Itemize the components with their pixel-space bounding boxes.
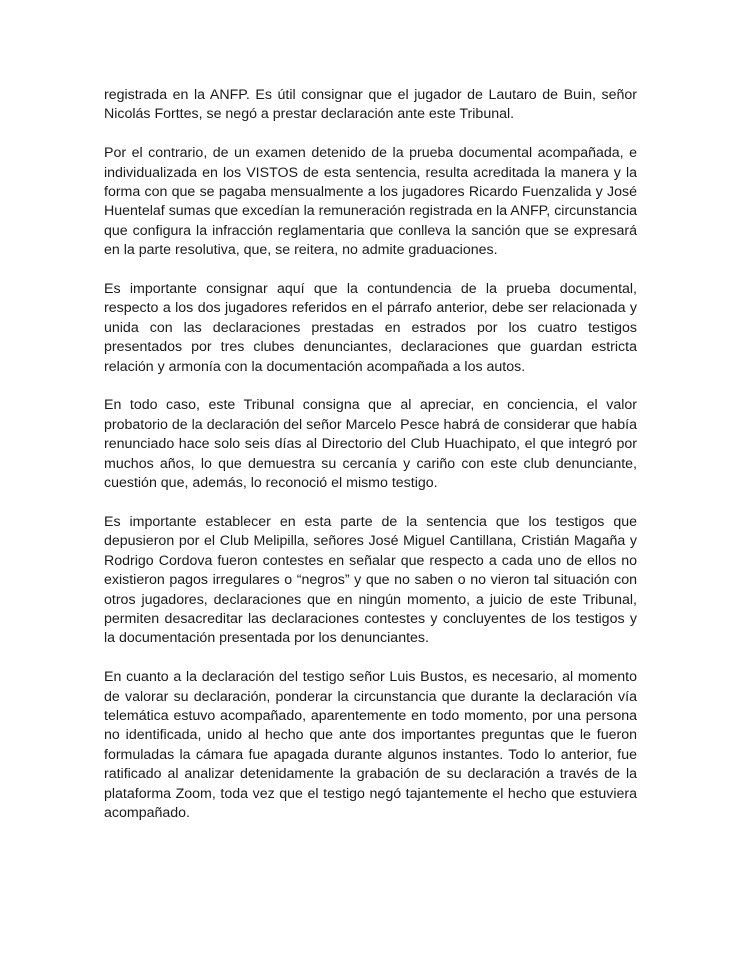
paragraph-6: En cuanto a la declaración del testigo señor Luis Bustos, es necesario, al momento de valorar su declaración, ponderar la circunstancia que durante la declaración vía telemática estuvo acompañado, aparentemente en todo momento, por una persona no identificada, unido al hecho que ante dos importantes preguntas que le fueron formuladas la cámara fue apagada durante algunos instantes. Todo lo anterior, fue ratificado al analizar detenidamente la grabación de su declaración a través de la plataforma Zoom, toda vez que el testigo negó tajantemente el hecho que estuviera acompañado. xyxy=(104,669,637,821)
paragraph-4: En todo caso, este Tribunal consigna que al apreciar, en conciencia, el valor probatorio de la declaración del señor Marcelo Pesce habrá de considerar que había renunciado hace solo seis días al Directorio del Club Huachipato, el que integró por muchos años, lo que demuestra su cercanía y cariño con este club denunciante, cuestión que, además, lo reconoció el mismo testigo. xyxy=(104,397,637,492)
paragraph-2: Por el contrario, de un examen detenido de la prueba documental acompañada, e individualizada en los VISTOS de esta sentencia, resulta acreditada la manera y la forma con que se pagaba mensualmente a los jugadores Ricardo Fuenzalida y José Huentelaf sumas que excedían la remuneración registrada en la ANFP, circunstancia que configura la infracción reglamentaria que conlleva la sanción que se expresará en la parte resolutiva, que, se reitera, no admite graduaciones. xyxy=(104,145,637,259)
paragraph-5: Es importante establecer en esta parte de la sentencia que los testigos que depusieron por el Club Melipilla, señores José Miguel Cantillana, Cristián Magaña y Rodrigo Cordova fueron contestes en señalar que respecto a cada uno de ellos no existieron pagos irregulares o “negros” y que no saben o no vieron tal situación con otros jugadores, declaraciones que en ningún momento, a juicio de este Tribunal, permiten desacreditar las declaraciones contestes y concluyentes de los testigos y la documentación presentada por los denunciantes. xyxy=(104,513,637,647)
paragraph-1: registrada en la ANFP. Es útil consignar que el jugador de Lautaro de Buin, señor Nicolás Forttes, se negó a prestar declaración ante este Tribunal. xyxy=(104,87,637,123)
paragraph-3: Es importante consignar aquí que la contundencia de la prueba documental, respecto a los dos jugadores referidos en el párrafo anterior, debe ser relacionada y unida con las declaraciones prestadas en estrados por los cuatro testigos presentados por tres clubes denunciantes, declaraciones que guardan estricta relación y armonía con la documentación acompañada a los autos. xyxy=(104,281,637,375)
document-page xyxy=(104,86,637,843)
